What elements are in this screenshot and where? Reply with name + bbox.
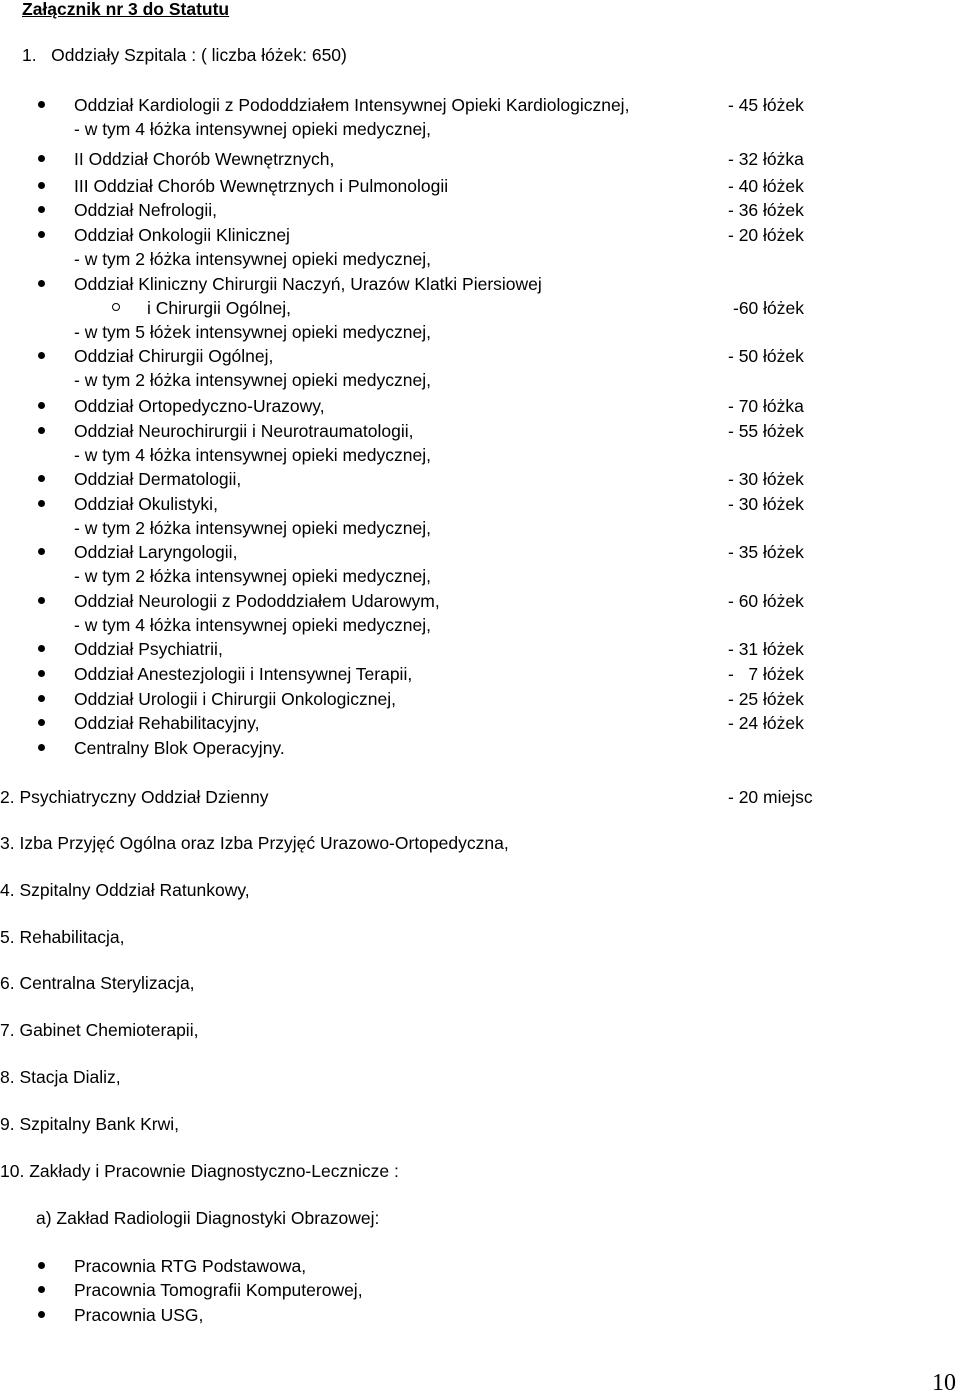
section-3: 3. Izba Przyjęć Ogólna oraz Izba Przyjęć Urazowo-Ortopedyczna, <box>0 833 509 853</box>
ward-beds: - 32 łóżka <box>728 149 804 169</box>
section-6: 6. Centralna Sterylizacja, <box>0 973 195 993</box>
ward-label: Oddział Anestezjologii i Intensywnej Terapii, <box>74 664 413 684</box>
ward-icu-note: - w tym 5 łóżek intensywnej opieki medycznej, <box>74 322 431 342</box>
section-2-label: 2. Psychiatryczny Oddział Dzienny <box>0 787 269 807</box>
bullet-icon <box>38 280 45 287</box>
ward-beds: - 31 łóżek <box>728 639 804 659</box>
ward-label: III Oddział Chorób Wewnętrznych i Pulmonologii <box>74 176 449 196</box>
bullet-icon <box>38 231 45 238</box>
bullet-icon <box>38 402 45 409</box>
lab-item: Pracownia RTG Podstawowa, <box>74 1256 307 1276</box>
ward-beds: - 24 łóżek <box>728 713 804 733</box>
ward-icu-note: - w tym 2 łóżka intensywnej opieki medycznej, <box>74 370 431 390</box>
document-title: Załącznik nr 3 do Statutu <box>22 0 230 19</box>
ward-label: Oddział Ortopedyczno-Urazowy, <box>74 396 325 416</box>
ward-label: Centralny Blok Operacyjny. <box>74 738 285 758</box>
bullet-icon <box>38 548 45 555</box>
bullet-icon <box>38 352 45 359</box>
ward-label: Oddział Neurologii z Pododdziałem Udarowym, <box>74 591 440 611</box>
bullet-icon <box>38 206 45 213</box>
section-8: 8. Stacja Dializ, <box>0 1067 121 1087</box>
ward-icu-note: - w tym 4 łóżka intensywnej opieki medycznej, <box>74 445 431 465</box>
ward-beds: - 45 łóżek <box>728 95 804 115</box>
section-9: 9. Szpitalny Bank Krwi, <box>0 1114 179 1134</box>
section-10: 10. Zakłady i Pracownie Diagnostyczno-Lecznicze : <box>0 1161 399 1181</box>
ward-beds: - 36 łóżek <box>728 200 804 220</box>
section-5: 5. Rehabilitacja, <box>0 927 125 947</box>
ward-beds: -60 łóżek <box>733 298 805 318</box>
bullet-icon <box>38 1286 45 1293</box>
ward-beds: - 30 łóżek <box>728 469 804 489</box>
bullet-icon <box>38 1262 45 1269</box>
bullet-icon <box>38 475 45 482</box>
ward-beds: - 60 łóżek <box>728 591 804 611</box>
bullet-icon <box>38 155 45 162</box>
ward-label: Oddział Nefrologii, <box>74 200 217 220</box>
page-number: 10 <box>932 1370 956 1396</box>
ward-beds: - 55 łóżek <box>728 421 804 441</box>
bullet-icon <box>38 1311 45 1318</box>
ward-label: Oddział Okulistyki, <box>74 494 218 514</box>
bullet-icon <box>38 670 45 677</box>
ward-beds: - 50 łóżek <box>728 346 804 366</box>
ward-beds: - 7 łóżek <box>728 664 804 684</box>
bullet-icon <box>38 719 45 726</box>
ward-beds: - 25 łóżek <box>728 689 804 709</box>
ward-beds: - 35 łóżek <box>728 542 804 562</box>
lab-item: Pracownia USG, <box>74 1305 204 1325</box>
bullet-icon <box>38 500 45 507</box>
ward-label: Oddział Chirurgii Ogólnej, <box>74 346 274 366</box>
ward-beds: - 20 łóżek <box>728 225 804 245</box>
section-10a-heading: a) Zakład Radiologii Diagnostyki Obrazowej: <box>36 1208 380 1228</box>
bullet-icon <box>38 597 45 604</box>
bullet-icon <box>38 427 45 434</box>
section-2-value: - 20 miejsc <box>728 787 813 807</box>
bullet-icon <box>38 744 45 751</box>
section-7: 7. Gabinet Chemioterapii, <box>0 1020 199 1040</box>
ward-label: Oddział Onkologii Klinicznej <box>74 225 290 245</box>
ward-label: Oddział Urologii i Chirurgii Onkologicznej, <box>74 689 396 709</box>
ward-label: Oddział Dermatologii, <box>74 469 242 489</box>
section-4: 4. Szpitalny Oddział Ratunkowy, <box>0 880 250 900</box>
ward-label: Oddział Kliniczny Chirurgii Naczyń, Urazów Klatki Piersiowej <box>74 274 542 294</box>
ward-icu-note: - w tym 4 łóżka intensywnej opieki medycznej, <box>74 615 431 635</box>
lab-item: Pracownia Tomografii Komputerowej, <box>74 1280 363 1300</box>
ward-beds: - 70 łóżka <box>728 396 804 416</box>
ward-label: Oddział Rehabilitacyjny, <box>74 713 260 733</box>
ward-icu-note: - w tym 4 łóżka intensywnej opieki medycznej, <box>74 119 431 139</box>
ward-beds: - 40 łóżek <box>728 176 804 196</box>
ward-label: Oddział Neurochirurgii i Neurotraumatologii, <box>74 421 414 441</box>
section-1-heading: 1. Oddziały Szpitala : ( liczba łóżek: 650) <box>22 45 347 65</box>
ward-icu-note: - w tym 2 łóżka intensywnej opieki medycznej, <box>74 518 431 538</box>
circle-bullet-icon <box>112 303 120 311</box>
ward-label-continued: i Chirurgii Ogólnej, <box>147 298 291 318</box>
ward-label: Oddział Laryngologii, <box>74 542 238 562</box>
ward-label: II Oddział Chorób Wewnętrznych, <box>74 149 335 169</box>
bullet-icon <box>38 695 45 702</box>
ward-label: Oddział Kardiologii z Pododdziałem Intensywnej Opieki Kardiologicznej, <box>74 95 630 115</box>
bullet-icon <box>38 101 45 108</box>
ward-icu-note: - w tym 2 łóżka intensywnej opieki medycznej, <box>74 249 431 269</box>
bullet-icon <box>38 182 45 189</box>
ward-icu-note: - w tym 2 łóżka intensywnej opieki medycznej, <box>74 566 431 586</box>
ward-beds: - 30 łóżek <box>728 494 804 514</box>
bullet-icon <box>38 645 45 652</box>
ward-label: Oddział Psychiatrii, <box>74 639 223 659</box>
